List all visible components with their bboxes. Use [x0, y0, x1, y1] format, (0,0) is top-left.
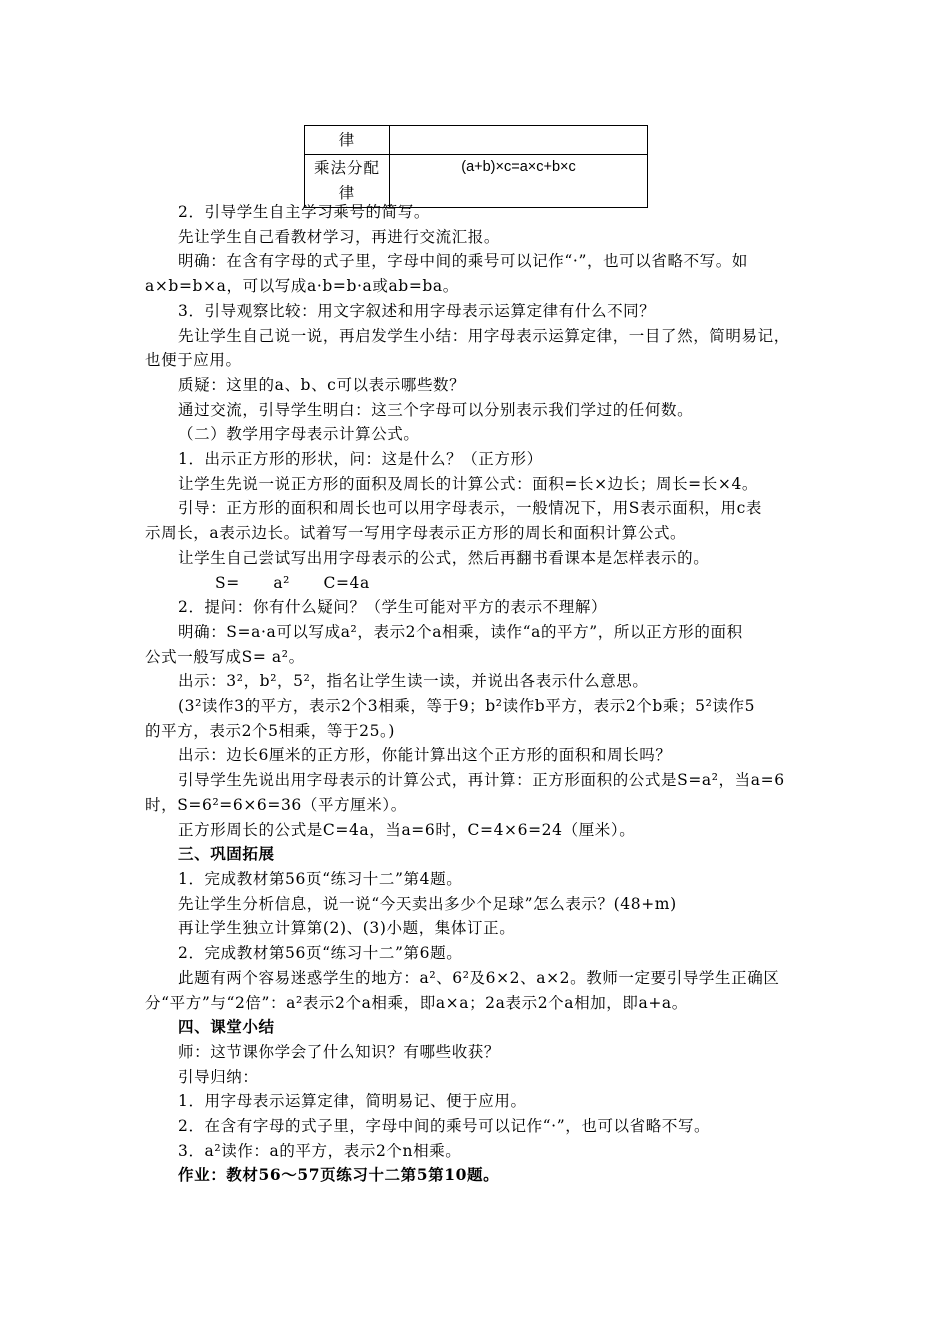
- paragraph: 1．完成教材第56页“练习十二”第4题。: [178, 869, 463, 888]
- paragraph: 2．引导学生自主学习乘号的简写。: [178, 203, 430, 221]
- paragraph: 2．提问：你有什么疑问？（学生可能对平方的表示不理解）: [178, 598, 608, 617]
- paragraph: 示周长，a表示边长。试着写一写用字母表示正方形的周长和面积计算公式。: [145, 524, 687, 543]
- paragraph: 1．用字母表示运算定律，简明易记、便于应用。: [178, 1092, 527, 1111]
- paragraph: 引导：正方形的面积和周长也可以用字母表示，一般情况下，用S表示面积，用c表: [178, 499, 763, 518]
- paragraph: 先让学生分析信息，说一说“今天卖出多少个足球”怎么表示？(48+m): [178, 894, 677, 913]
- homework-line: 作业：教材56～57页练习十二第5第10题。: [178, 1165, 500, 1185]
- table-cell-law-name: 律: [305, 126, 390, 155]
- paragraph: 明确：在含有字母的式子里，字母中间的乘号可以记作“·”，也可以省略不写。如: [178, 252, 748, 271]
- paragraph: 3．引导观察比较：用文字叙述和用字母表示运算定律有什么不同？: [178, 301, 656, 320]
- section-heading: 四、课堂小结: [178, 1017, 275, 1037]
- paragraph: 先让学生自己看教材学习，再进行交流汇报。: [178, 227, 501, 246]
- table-cell-formula: (a+b)×c=a×c+b×c: [390, 155, 648, 208]
- table-cell-formula: [390, 126, 648, 155]
- paragraph: 1．出示正方形的形状，问：这是什么？（正方形）: [178, 450, 543, 469]
- paragraph: 通过交流，引导学生明白：这三个字母可以分别表示我们学过的任何数。: [178, 400, 694, 419]
- paragraph: 正方形周长的公式是C=4a，当a=6时，C=4×6=24（厘米）。: [178, 820, 636, 839]
- paragraph: 先让学生自己说一说，再启发学生小结：用字母表示运算定律，一目了然，简明易记，: [178, 326, 790, 345]
- paragraph: 的平方，表示2个5相乘，等于25。): [145, 721, 396, 740]
- laws-table: [304, 125, 648, 208]
- section-heading: （二）教学用字母表示计算公式。: [178, 425, 420, 444]
- table-row: [305, 126, 648, 155]
- paragraph: 质疑：这里的a、b、c可以表示哪些数？: [178, 375, 466, 394]
- paragraph: 2．在含有字母的式子里，字母中间的乘号可以记作“·”，也可以省略不写。: [178, 1117, 711, 1136]
- section-heading: 三、巩固拓展: [178, 844, 275, 864]
- paragraph: 分“平方”与“2倍”：a²表示2个a相乘，即a×a；2a表示2个a相加，即a+a。: [145, 993, 688, 1012]
- paragraph: 师：这节课你学会了什么知识？有哪些收获？: [178, 1042, 501, 1061]
- paragraph: a×b=b×a，可以写成a·b=b·a或ab=ba。: [145, 277, 459, 296]
- paragraph: 此题有两个容易迷惑学生的地方：a²、6²及6×2、a×2。教师一定要引导学生正确区: [178, 968, 780, 987]
- paragraph: 引导归纳：: [178, 1067, 259, 1086]
- paragraph: 让学生自己尝试写出用字母表示的公式，然后再翻书看课本是怎样表示的。: [178, 548, 710, 567]
- paragraph: 3．a²读作：a的平方，表示2个n相乘。: [178, 1141, 462, 1160]
- paragraph: 明确：S=a·a可以写成a²，表示2个a相乘，读作“a的平方”，所以正方形的面积: [178, 622, 743, 641]
- paragraph: 也便于应用。: [145, 351, 242, 370]
- paragraph: 再让学生独立计算第(2)、(3)小题，集体订正。: [178, 919, 516, 938]
- formula-line: S= a² C=4a: [215, 573, 370, 592]
- paragraph: 让学生先说一说正方形的面积及周长的计算公式：面积=长×边长；周长=长×4。: [178, 474, 759, 493]
- paragraph: 出示：边长6厘米的正方形，你能计算出这个正方形的面积和周长吗？: [178, 746, 672, 765]
- paragraph: 公式一般写成S= a²。: [145, 647, 305, 666]
- paragraph: 出示：3²，b²，5²，指名让学生读一读，并说出各表示什么意思。: [178, 672, 649, 691]
- paragraph: 引导学生先说出用字母表示的计算公式，再计算：正方形面积的公式是S=a²，当a=6: [178, 771, 785, 790]
- paragraph: 时，S=6²=6×6=36（平方厘米）。: [145, 795, 407, 814]
- body-text: [145, 200, 815, 1188]
- paragraph: (3²读作3的平方，表示2个3相乘，等于9；b²读作b平方，表示2个b乘；5²读作5: [178, 697, 756, 716]
- law-name-text: 乘法分配律: [313, 159, 380, 202]
- paragraph: 2．完成教材第56页“练习十二”第6题。: [178, 944, 463, 963]
